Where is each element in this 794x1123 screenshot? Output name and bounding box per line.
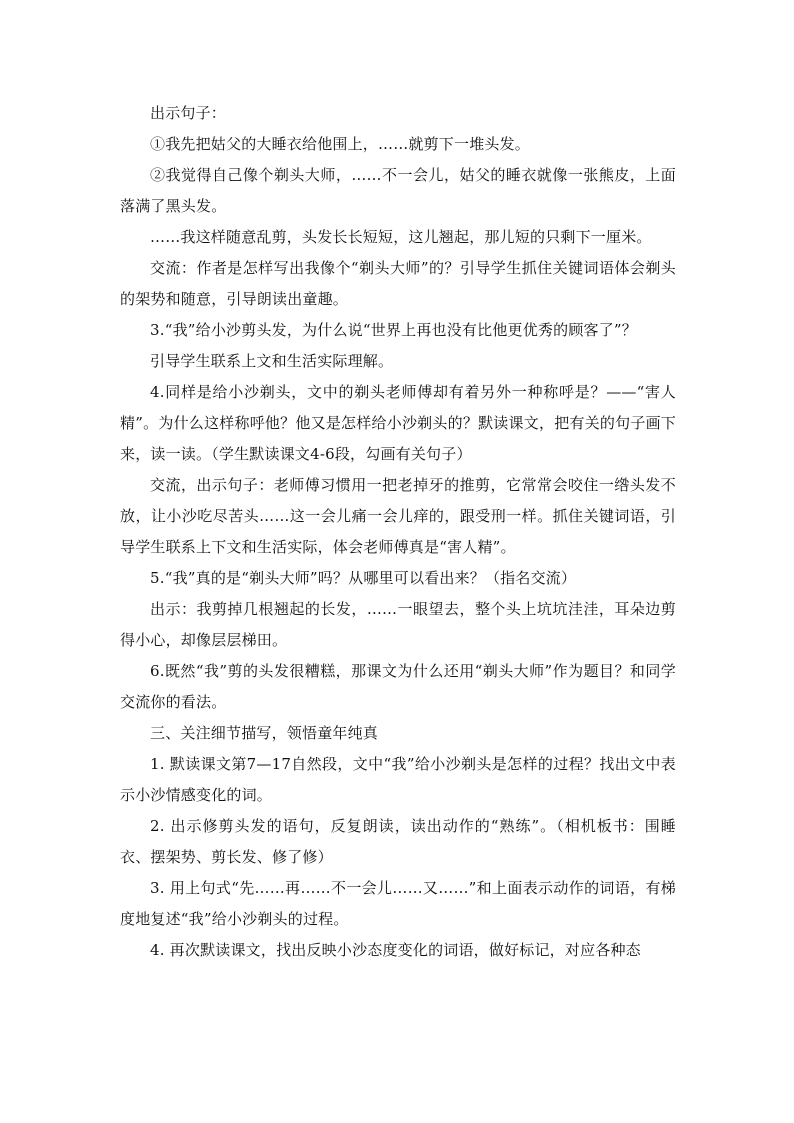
paragraph: 交流，出示句子：老师傅习惯用一把老掉牙的推剪，它常常会咬住一绺头发不放，让小沙吃尽苦头……这一会儿痛一会儿痒的，跟受刑一样。抓住关键词语，引导学生联系上下文和生活实际，体会老师傅真是“害人精”。 — [120, 476, 676, 556]
question-6: 6.既然“我”剪的头发很糟糕，那课文为什么还用“剃头大师”作为题目？和同学交流你的看法。 — [120, 662, 676, 711]
paragraph: 交流：作者是怎样写出我像个“剃头大师”的？引导学生抓住关键词语体会剃头的架势和随意，引导朗读出童趣。 — [120, 259, 676, 308]
paragraph: ①我先把姑父的大睡衣给他围上，……就剪下一堆头发。 — [150, 135, 531, 153]
step-4: 4. 再次默读课文，找出反映小沙态度变化的词语，做好标记，对应各种态 — [150, 941, 641, 959]
section-heading: 三、关注细节描写，领悟童年纯真 — [150, 724, 379, 742]
step-1: 1. 默读课文第7—17自然段，文中“我”给小沙剃头是怎样的过程？找出文中表示小沙情感变化的词。 — [120, 755, 676, 804]
paragraph: 引导学生联系上文和生活实际理解。 — [150, 352, 394, 370]
paragraph: 出示句子： — [150, 104, 227, 122]
question-4: 4.同样是给小沙剃头，文中的剃头老师傅却有着另外一种称呼是？——“害人精”。为什么这样称呼他？他又是怎样给小沙剃头的？默读课文，把有关的句子画下来，读一读。（学生默读课文4-6段，勾画有关句子） — [120, 383, 676, 463]
step-2: 2. 出示修剪头发的语句，反复朗读，读出动作的“熟练”。（相机板书：围睡衣、摆架势、剪长发、修了修） — [120, 817, 676, 866]
question-5: 5.“我”真的是“剃头大师”吗？从哪里可以看出来？（指名交流） — [150, 569, 577, 587]
document-body — [120, 98, 676, 966]
question-3: 3.“我”给小沙剪头发，为什么说“世界上再也没有比他更优秀的顾客了”？ — [150, 321, 637, 339]
step-3: 3. 用上句式“先……再……不一会儿……又……”和上面表示动作的词语，有梯度地复述“我”给小沙剃头的过程。 — [120, 879, 676, 928]
paragraph: 出示：我剪掉几根翘起的长发，……一眼望去，整个头上坑坑洼洼，耳朵边剪得小心，却像层层梯田。 — [120, 600, 676, 649]
paragraph: ②我觉得自己像个剃头大师，……不一会儿，姑父的睡衣就像一张熊皮，上面落满了黑头发。 — [120, 166, 676, 215]
paragraph: ……我这样随意乱剪，头发长长短短，这儿翘起，那儿短的只剩下一厘米。 — [150, 228, 652, 246]
